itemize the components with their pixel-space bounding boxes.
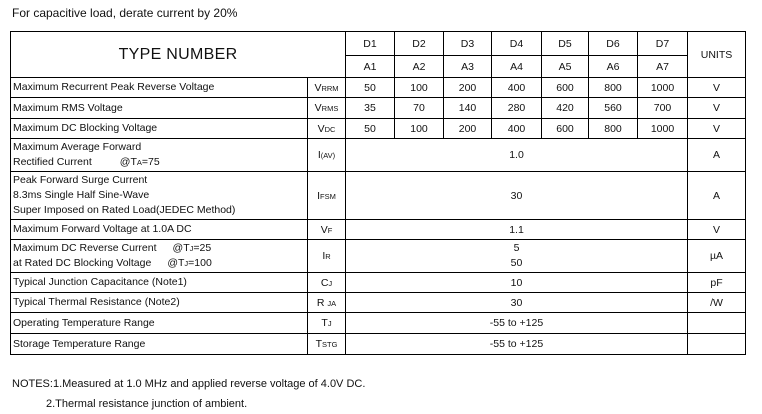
condition: @TA=75: [119, 156, 160, 168]
value-cell: 100: [395, 78, 444, 98]
part-header: D1: [346, 32, 395, 56]
part-header: D5: [542, 32, 589, 56]
value-cell: 600: [542, 78, 589, 98]
value-cell: 140: [444, 98, 492, 119]
part-header-alt: A5: [542, 56, 589, 78]
units-header: UNITS: [688, 32, 746, 78]
param-symbol: CJ: [308, 273, 346, 293]
unit-cell: A: [688, 172, 746, 220]
part-header-alt: A2: [395, 56, 444, 78]
note-1: NOTES:1.Measured at 1.0 MHz and applied reverse voltage of 4.0V DC.: [12, 378, 366, 390]
unit-cell: V: [688, 78, 746, 98]
param-description: Maximum DC Blocking Voltage: [11, 119, 308, 139]
value-cell: 1000: [638, 78, 688, 98]
param-symbol: VDC: [308, 119, 346, 139]
value-cell: 35: [346, 98, 395, 119]
value-cell: 400: [492, 78, 542, 98]
param-symbol: TJ: [308, 313, 346, 334]
param-description: Maximum RMS Voltage: [11, 98, 308, 119]
value-cell: 50: [346, 78, 395, 98]
value-cell: [346, 240, 688, 273]
ratings-table: [10, 31, 746, 355]
value-cell: 70: [395, 98, 444, 119]
value-cell: 280: [492, 98, 542, 119]
part-header-alt: A7: [638, 56, 688, 78]
param-symbol: IFSM: [308, 172, 346, 220]
value-cell: 10: [346, 273, 688, 293]
desc-line: Maximum Average Forward: [13, 141, 142, 153]
param-description: Maximum Forward Voltage at 1.0A DC: [11, 220, 308, 240]
part-header-alt: A1: [346, 56, 395, 78]
param-symbol: VRMS: [308, 98, 346, 119]
value-cell: 100: [395, 119, 444, 139]
desc-line: Maximum DC Reverse Current: [13, 242, 157, 254]
value-cell: 400: [492, 119, 542, 139]
unit-cell: V: [688, 98, 746, 119]
value-cell: 800: [589, 119, 638, 139]
value-cell: 700: [638, 98, 688, 119]
part-header-alt: A4: [492, 56, 542, 78]
param-description: [11, 172, 308, 220]
part-header: D3: [444, 32, 492, 56]
part-header: D7: [638, 32, 688, 56]
unit-cell: V: [688, 220, 746, 240]
table-row: [11, 240, 746, 273]
param-description: [11, 139, 308, 172]
unit-cell: /W: [688, 293, 746, 313]
value-cell: 50: [346, 119, 395, 139]
unit-cell: V: [688, 119, 746, 139]
param-description: Maximum Recurrent Peak Reverse Voltage: [11, 78, 308, 98]
param-symbol: R JA: [308, 293, 346, 313]
value-cell: -55 to +125: [346, 334, 688, 355]
derating-note: For capacitive load, derate current by 20%: [12, 6, 238, 20]
table-row: [11, 78, 746, 98]
table-row: [11, 139, 746, 172]
notes: [12, 374, 365, 414]
param-symbol: IR: [308, 240, 346, 273]
part-header-alt: A3: [444, 56, 492, 78]
unit-cell: A: [688, 139, 746, 172]
param-symbol: I(AV): [308, 139, 346, 172]
value-line: 50: [510, 257, 523, 269]
param-symbol: VF: [308, 220, 346, 240]
param-description: Operating Temperature Range: [11, 313, 308, 334]
table-row: [11, 293, 746, 313]
desc-line: Super Imposed on Rated Load(JEDEC Method): [13, 204, 236, 216]
value-cell: 200: [444, 119, 492, 139]
value-cell: 800: [589, 78, 638, 98]
param-description: [11, 240, 308, 273]
unit-cell: [688, 313, 746, 334]
value-cell: 1.0: [346, 139, 688, 172]
part-header: D2: [395, 32, 444, 56]
desc-line: 8.3ms Single Half Sine-Wave: [13, 189, 150, 201]
param-symbol: TSTG: [308, 334, 346, 355]
desc-line: Peak Forward Surge Current: [13, 174, 148, 186]
table-row: [11, 313, 746, 334]
table-row: [11, 98, 746, 119]
value-cell: 30: [346, 293, 688, 313]
part-header: D6: [589, 32, 638, 56]
value-cell: -55 to +125: [346, 313, 688, 334]
value-cell: 30: [346, 172, 688, 220]
part-header: D4: [492, 32, 542, 56]
value-cell: 560: [589, 98, 638, 119]
param-symbol: VRRM: [308, 78, 346, 98]
desc-line: Rectified Current: [13, 156, 92, 168]
header-row-1: [11, 32, 746, 56]
type-number-header: TYPE NUMBER: [11, 32, 346, 78]
unit-cell: pF: [688, 273, 746, 293]
value-cell: 1.1: [346, 220, 688, 240]
note-2: 2.Thermal resistance junction of ambient.: [46, 398, 248, 410]
param-description: Typical Thermal Resistance (Note2): [11, 293, 308, 313]
table-row: [11, 273, 746, 293]
table-row: [11, 220, 746, 240]
unit-cell: [688, 334, 746, 355]
value-cell: 420: [542, 98, 589, 119]
param-description: Storage Temperature Range: [11, 334, 308, 355]
condition: @TJ=25: [172, 242, 212, 254]
part-header-alt: A6: [589, 56, 638, 78]
value-line: 5: [513, 242, 520, 254]
table-row: [11, 119, 746, 139]
value-cell: 1000: [638, 119, 688, 139]
table-row: [11, 334, 746, 355]
table-row: [11, 172, 746, 220]
desc-line: at Rated DC Blocking Voltage: [13, 257, 152, 269]
unit-cell: µA: [688, 240, 746, 273]
value-cell: 600: [542, 119, 589, 139]
param-description: Typical Junction Capacitance (Note1): [11, 273, 308, 293]
condition: @TJ=100: [167, 257, 212, 269]
value-cell: 200: [444, 78, 492, 98]
